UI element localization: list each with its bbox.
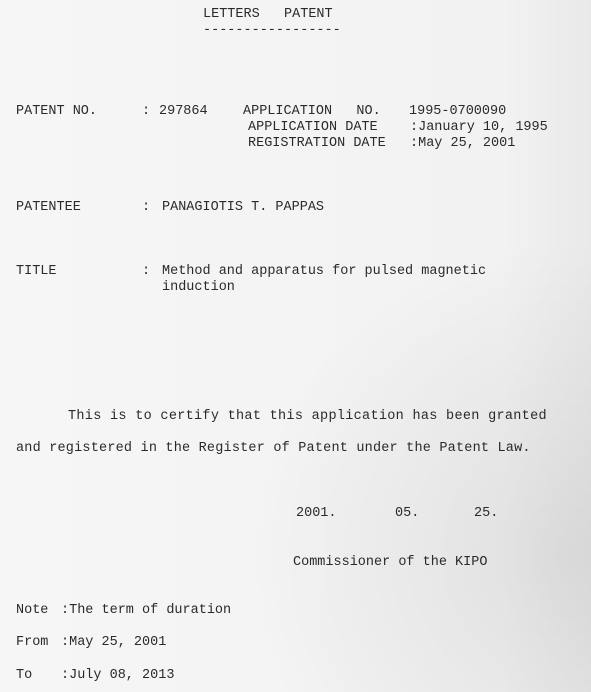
title-value-line2: induction (162, 280, 235, 295)
certification-line2: and registered in the Register of Patent under the Patent Law. (16, 441, 531, 456)
patentee-value: PANAGIOTIS T. PAPPAS (162, 200, 325, 215)
application-no-value: 1995-0700090 (409, 104, 507, 119)
date-day: 25. (474, 506, 499, 521)
application-date-label: APPLICATION DATE (248, 120, 378, 135)
date-month: 05. (395, 506, 420, 521)
from-value: :May 25, 2001 (61, 635, 167, 650)
patentee-label: PATENTEE (16, 200, 81, 215)
from-label: From (16, 635, 49, 650)
patent-no-colon: : (142, 104, 151, 119)
patentee-colon: : (142, 200, 151, 215)
note-label: Note (16, 603, 49, 618)
date-year: 2001. (296, 506, 337, 521)
registration-date-value: :May 25, 2001 (410, 136, 516, 151)
to-value: :July 08, 2013 (61, 668, 175, 683)
title-label: TITLE (16, 264, 57, 279)
certification-line1: This is to certify that this application has been granted (68, 409, 547, 424)
registration-date-label: REGISTRATION DATE (248, 136, 386, 151)
signatory: Commissioner of the KIPO (293, 555, 488, 570)
document-title-underline: ----------------- (203, 23, 341, 38)
note-value: :The term of duration (61, 603, 232, 618)
application-date-value: :January 10, 1995 (410, 120, 548, 135)
title-colon: : (142, 264, 151, 279)
patent-no-label: PATENT NO. (16, 104, 98, 119)
to-label: To (16, 668, 33, 683)
application-no-label: APPLICATION NO. (243, 104, 381, 119)
title-value-line1: Method and apparatus for pulsed magnetic (162, 264, 487, 279)
patent-no-value: 297864 (159, 104, 208, 119)
document-title: LETTERS PATENT (203, 7, 333, 22)
